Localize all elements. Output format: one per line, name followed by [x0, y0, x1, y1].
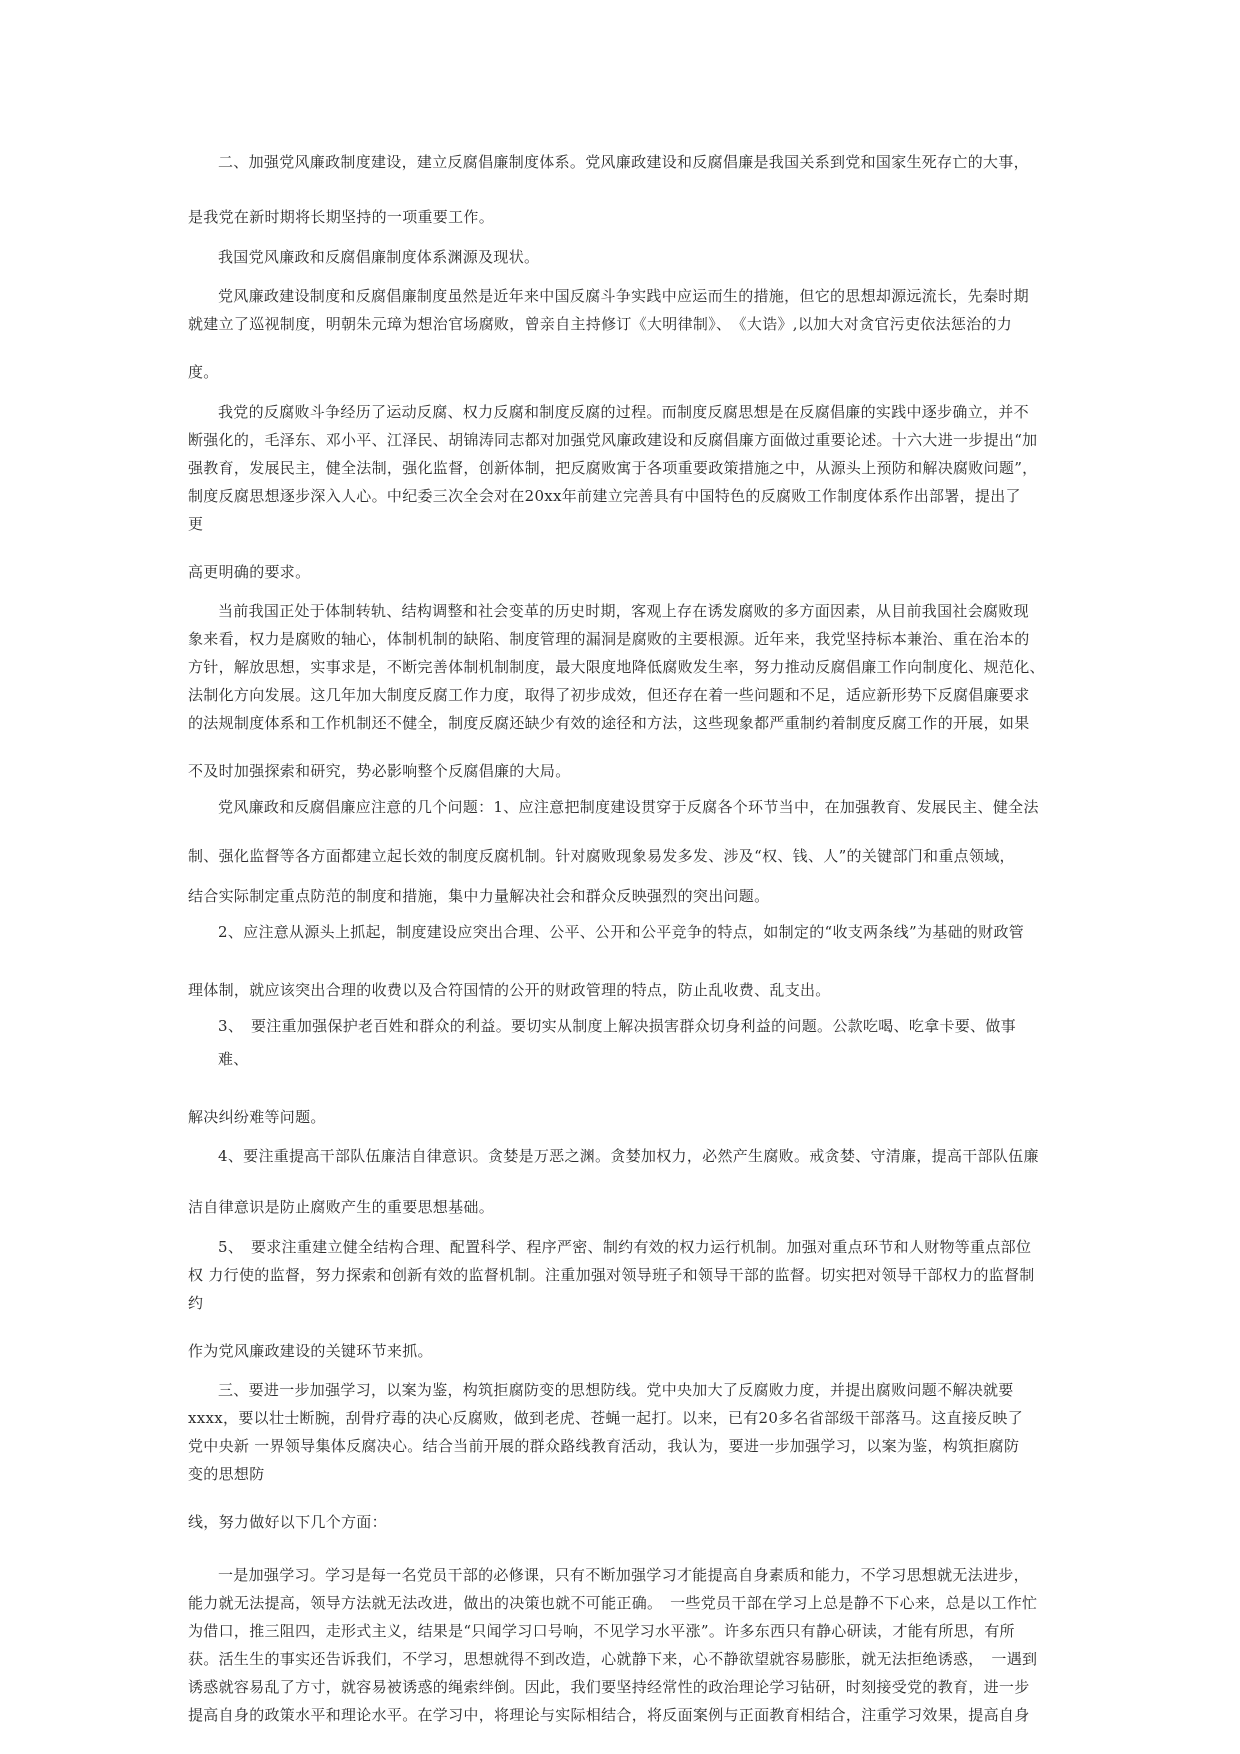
text-line: 提高自身的政策水平和理论水平。在学习中，将理论与实际相结合，将反面案例与正面教育相结合，注重学习效果，提高自身: [188, 1706, 1030, 1724]
text-line: 理体制，就应该突出合理的收费以及合符国情的公开的财政管理的特点，防止乱收费、乱支出。: [188, 981, 831, 999]
text-line: 高更明确的要求。: [188, 563, 311, 581]
text-line: 党中央新 一界领导集体反腐决心。结合当前开展的群众路线教育活动，我认为，要进一步加强学习，以案为鉴，构筑拒腐防: [188, 1437, 1020, 1455]
text-line: 4、要注重提高干部队伍廉洁自律意识。贪婪是万恶之渊。贪婪加权力，必然产生腐败。戒贪婪、守清廉，提高干部队伍廉: [218, 1147, 1039, 1165]
text-line: 更: [188, 515, 204, 533]
text-line: 洁自律意识是防止腐败产生的重要思想基础。: [188, 1198, 495, 1216]
text-line: 方针，解放思想，实事求是，不断完善体制机制制度，最大限度地降低腐败发生率，努力推动反腐倡廉工作向制度化、规范化、: [188, 658, 1045, 676]
text-line: 法制化方向发展。这几年加大制度反腐工作力度，取得了初步成效，但还存在着一些问题和不足，适应新形势下反腐倡廉要求: [188, 686, 1030, 704]
text-line: 强教育，发展民主，健全法制，强化监督，创新体制，把反腐败寓于各项重要政策措施之中，从源头上预防和解决腐败问题”，: [188, 459, 1038, 477]
text-line: 我党的反腐败斗争经历了运动反腐、权力反腐和制度反腐的过程。而制度反腐思想是在反腐倡廉的实践中逐步确立，并不: [218, 403, 1029, 421]
text-line: 诱惑就容易乱了方寸，就容易被诱惑的绳索绊倒。因此，我们要坚持经常性的政治理论学习钻研，时刻接受党的教育，进一步: [188, 1678, 1030, 1696]
text-line: 是我党在新时期将长期坚持的一项重要工作。: [188, 208, 495, 226]
text-line: 制度反腐思想逐步深入人心。中纪委三次全会对在20xx年前建立完善具有中国特色的反腐败工作制度体系作出部署，提出了: [188, 487, 1021, 505]
text-line: 就建立了巡视制度，明朝朱元璋为想治官场腐败，曾亲自主持修订《大明律制》、 《大诰》,以加大对贪官污吏依法惩治的力: [188, 315, 1013, 333]
text-line: 断强化的，毛泽东、邓小平、江泽民、胡锦涛同志都对加强党风廉政建设和反腐倡廉方面做过重要论述。十六大进一步提出“加: [188, 431, 1038, 449]
text-line: 线，努力做好以下几个方面：: [188, 1513, 387, 1531]
text-line: 党风廉政建设制度和反腐倡廉制度虽然是近年来中国反腐斗争实践中应运而生的措施，但它的思想却源远流长，先秦时期: [218, 287, 1029, 305]
text-line: 不及时加强探索和研究，势必影响整个反腐倡廉的大局。: [188, 762, 571, 780]
text-line: 约: [188, 1294, 204, 1312]
text-line: 党风廉政和反腐倡廉应注意的几个问题：1、应注意把制度建设贯穿于反腐各个环节当中，在加强教育、发展民主、健全法: [218, 798, 1039, 816]
text-line: 2、应注意从源头上抓起，制度建设应突出合理、公平、公开和公平竞争的特点，如制定的“收支两条线”为基础的财政管: [218, 923, 1025, 941]
text-line: 获。活生生的事实还告诉我们，不学习，思想就得不到改造，心就静下来，心不静欲望就容易膨胀，就无法拒绝诱惑， 一遇到: [188, 1650, 1038, 1668]
text-line: 我国党风廉政和反腐倡廉制度体系渊源及现状。: [218, 248, 540, 266]
text-line: 结合实际制定重点防范的制度和措施，集中力量解决社会和群众反映强烈的突出问题。: [188, 887, 770, 905]
text-line: xxxx，要以壮士断腕，刮骨疗毒的决心反腐败，做到老虎、苍蝇一起打。以来，已有20多名省部级干部落马。这直接反映了: [188, 1409, 1024, 1427]
text-line: 度。: [188, 363, 219, 381]
text-line: 二、加强党风廉政制度建设，建立反腐倡廉制度体系。党风廉政建设和反腐倡廉是我国关系到党和国家生死存亡的大事，: [218, 153, 1029, 171]
text-line: 的法规制度体系和工作机制还不健全，制度反腐还缺少有效的途径和方法，这些现象都严重制约着制度反腐工作的开展，如果: [188, 714, 1030, 732]
text-line: 解决纠纷难等问题。: [188, 1108, 326, 1126]
text-line: 5、 要求注重建立健全结构合理、配置科学、程序严密、制约有效的权力运行机制。加强对重点环节和人财物等重点部位: [218, 1238, 1032, 1256]
text-line: 一是加强学习。学习是每一名党员干部的必修课，只有不断加强学习才能提高自身素质和能力，不学习思想就无法进步，: [218, 1566, 1029, 1584]
text-line: 能力就无法提高，领导方法就无法改进，做出的决策也就不可能正确。 一些党员干部在学习上总是静不下心来，总是以工作忙: [188, 1594, 1038, 1612]
text-line: 象来看，权力是腐败的轴心，体制机制的缺陷、制度管理的漏洞是腐败的主要根源。近年来，我党坚持标本兼治、重在治本的: [188, 630, 1030, 648]
text-line: 制、强化监督等各方面都建立起长效的制度反腐机制。针对腐败现象易发多发、涉及“权、钱、人”的关键部门和重点领域，: [188, 847, 1015, 865]
text-line: 当前我国正处于体制转轨、结构调整和社会变革的历史时期，客观上存在诱发腐败的多方面因素，从目前我国社会腐败现: [218, 602, 1029, 620]
text-line: 为借口，推三阻四，走形式主义，结果是“只闻学习口号响，不见学习水平涨”。许多东西只有静心研读，才能有所思，有所: [188, 1622, 1015, 1640]
text-line: 作为党风廉政建设的关键环节来抓。: [188, 1342, 433, 1360]
text-line: 3、 要注重加强保护老百姓和群众的利益。要切实从制度上解决损害群众切身利益的问题。公款吃喝、吃拿卡要、做事: [218, 1017, 1016, 1035]
text-line: 权 力行使的监督，努力探索和创新有效的监督机制。注重加强对领导班子和领导干部的监督。切实把对领导干部权力的监督制: [188, 1266, 1035, 1284]
text-line: 三、要进一步加强学习，以案为鉴，构筑拒腐防变的思想防线。党中央加大了反腐败力度，并提出腐败问题不解决就要: [218, 1381, 1014, 1399]
text-line: 难、: [218, 1050, 249, 1068]
text-line: 变的思想防: [188, 1465, 265, 1483]
